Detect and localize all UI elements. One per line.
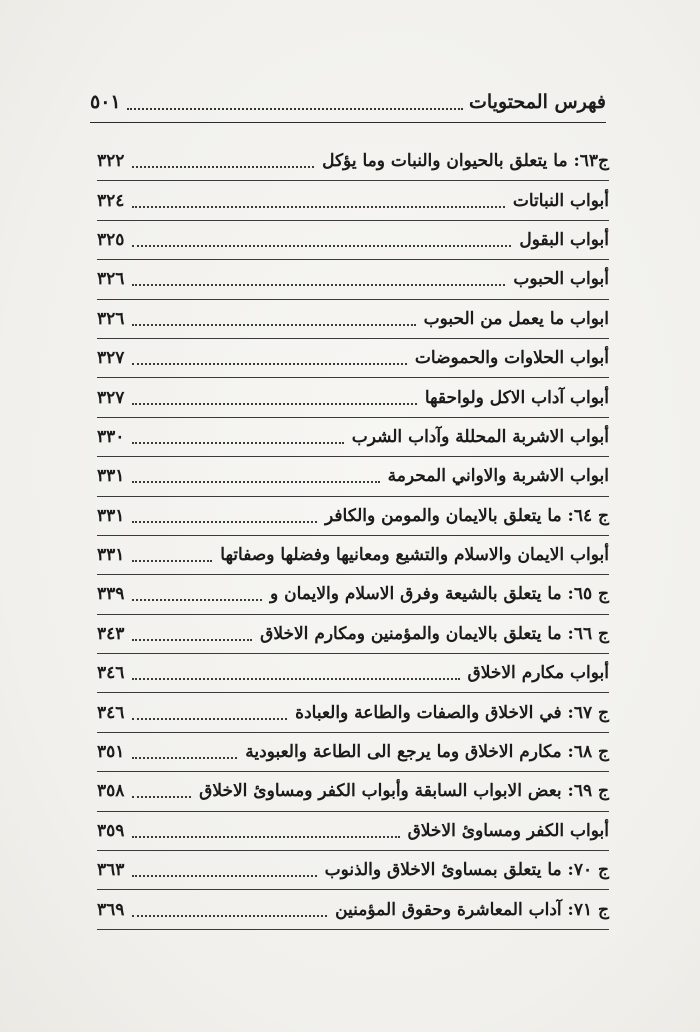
toc-entry-page-number: ٣٣١ bbox=[97, 505, 125, 526]
toc-entry-title: ج ٦٩: بعض الابواب السابقة وأبواب الكفر ومساوئ الاخلاق bbox=[199, 781, 609, 802]
toc-entry-title: ابواب الاشربة والاواني المحرمة bbox=[387, 466, 609, 487]
toc-entry-page-number: ٣٥٩ bbox=[97, 820, 125, 841]
toc-leader-dots bbox=[132, 430, 343, 444]
toc-leader-dots bbox=[132, 548, 212, 562]
toc-entry-title: ج ٦٨: مكارم الاخلاق وما يرجع الى الطاعة والعبودية bbox=[245, 742, 609, 763]
toc-leader-dots bbox=[132, 469, 379, 483]
toc-entry-title: أبواب البقول bbox=[519, 229, 609, 250]
toc-entry-page-number: ٣٣١ bbox=[97, 466, 125, 487]
toc-entry bbox=[97, 615, 609, 654]
toc-entry bbox=[97, 575, 609, 614]
toc-leader-dots bbox=[132, 666, 459, 680]
toc-entry-page-number: ٣٢٧ bbox=[97, 348, 125, 369]
toc-entry-page-number: ٣٢٦ bbox=[97, 308, 125, 329]
toc-entry bbox=[97, 497, 609, 536]
toc-entry bbox=[97, 418, 609, 457]
toc-entry-title: ج ٧١: آداب المعاشرة وحقوق المؤمنين bbox=[335, 899, 609, 920]
toc-entry bbox=[97, 300, 609, 339]
toc-entry-page-number: ٣٣٠ bbox=[97, 426, 125, 447]
toc-leader-dots bbox=[132, 627, 252, 641]
toc-entry-page-number: ٣٤٦ bbox=[97, 702, 125, 723]
toc-leader-dots bbox=[132, 233, 511, 247]
toc-leader-dots bbox=[132, 194, 504, 208]
toc-entry-title: أبواب آداب الاكل ولواحقها bbox=[424, 387, 609, 408]
toc-entry bbox=[97, 339, 609, 378]
toc-entry bbox=[97, 181, 609, 220]
toc-entry bbox=[97, 142, 609, 181]
toc-entry-page-number: ٣٢٢ bbox=[97, 151, 125, 172]
toc-entry-title: أبواب النباتات bbox=[512, 190, 609, 211]
toc-leader-dots bbox=[132, 272, 505, 286]
toc-entry-page-number: ٣٢٧ bbox=[97, 387, 125, 408]
toc-entry bbox=[97, 457, 609, 496]
toc-entry-page-number: ٣٤٣ bbox=[97, 623, 125, 644]
toc-entry-title: أبواب الحبوب bbox=[513, 269, 609, 290]
toc-entry-title: ج ٦٧: في الاخلاق والصفات والطاعة والعبادة bbox=[295, 702, 609, 723]
toc-entry bbox=[97, 812, 609, 851]
toc-leader-dots bbox=[132, 312, 415, 326]
toc-entry-page-number: ٣٢٦ bbox=[97, 269, 125, 290]
toc-entry bbox=[97, 536, 609, 575]
table-of-contents bbox=[97, 142, 609, 930]
header-divider bbox=[90, 122, 606, 123]
toc-leader-dots bbox=[132, 154, 314, 168]
toc-entry-title: ج ٦٥: ما يتعلق بالشيعة وفرق الاسلام والايمان و bbox=[269, 584, 609, 605]
toc-entry-title: أبواب الاشربة المحللة وآداب الشرب bbox=[351, 426, 609, 447]
toc-leader-dots bbox=[132, 587, 262, 601]
toc-leader-dots bbox=[132, 351, 407, 365]
toc-entry-page-number: ٣٦٩ bbox=[97, 899, 125, 920]
toc-entry bbox=[97, 654, 609, 693]
toc-leader-dots bbox=[132, 903, 327, 917]
toc-entry-page-number: ٣٢٤ bbox=[97, 190, 125, 211]
header-leader-dots bbox=[127, 94, 463, 110]
toc-entry-page-number: ٣٣١ bbox=[97, 545, 125, 566]
toc-entry-title: ج ٧٠: ما يتعلق بمساوئ الاخلاق والذنوب bbox=[324, 860, 609, 881]
toc-entry-title: أبواب الحلاوات والحموضات bbox=[414, 348, 609, 369]
toc-entry bbox=[97, 772, 609, 811]
toc-entry bbox=[97, 221, 609, 260]
toc-entry-title: أبواب الايمان والاسلام والتشيع ومعانيها وفضلها وصفاتها bbox=[220, 545, 609, 566]
toc-entry bbox=[97, 378, 609, 417]
toc-entry bbox=[97, 693, 609, 732]
toc-entry-title: ج ٦٦: ما يتعلق بالايمان والمؤمنين ومكارم الاخلاق bbox=[260, 623, 609, 644]
toc-entry bbox=[97, 851, 609, 890]
running-header bbox=[90, 84, 606, 120]
header-title: فهرس المحتويات bbox=[469, 91, 606, 113]
toc-entry-page-number: ٣٥٨ bbox=[97, 781, 125, 802]
toc-entry-title: أبواب مكارم الاخلاق bbox=[467, 663, 609, 684]
toc-leader-dots bbox=[132, 745, 237, 759]
toc-leader-dots bbox=[132, 824, 399, 838]
toc-entry-page-number: ٣٥١ bbox=[97, 742, 125, 763]
toc-entry-title: ج ٦٤: ما يتعلق بالايمان والمومن والكافر bbox=[325, 505, 609, 526]
toc-leader-dots bbox=[132, 706, 287, 720]
toc-entry-page-number: ٣٤٦ bbox=[97, 663, 125, 684]
toc-entry bbox=[97, 260, 609, 299]
toc-entry-page-number: ٣٣٩ bbox=[97, 584, 125, 605]
toc-leader-dots bbox=[132, 863, 316, 877]
toc-leader-dots bbox=[132, 391, 416, 405]
toc-leader-dots bbox=[132, 784, 191, 798]
toc-entry bbox=[97, 733, 609, 772]
toc-entry-title: ج٦٣: ما يتعلق بالحيوان والنبات وما يؤكل bbox=[322, 151, 609, 172]
toc-entry bbox=[97, 890, 609, 929]
toc-entry-page-number: ٣٢٥ bbox=[97, 229, 125, 250]
toc-leader-dots bbox=[132, 509, 317, 523]
toc-entry-page-number: ٣٦٣ bbox=[97, 860, 125, 881]
toc-entry-title: أبواب الكفر ومساوئ الاخلاق bbox=[407, 820, 609, 841]
toc-entry-title: ابواب ما يعمل من الحبوب bbox=[423, 308, 609, 329]
header-page-number: ٥٠١ bbox=[90, 91, 121, 113]
